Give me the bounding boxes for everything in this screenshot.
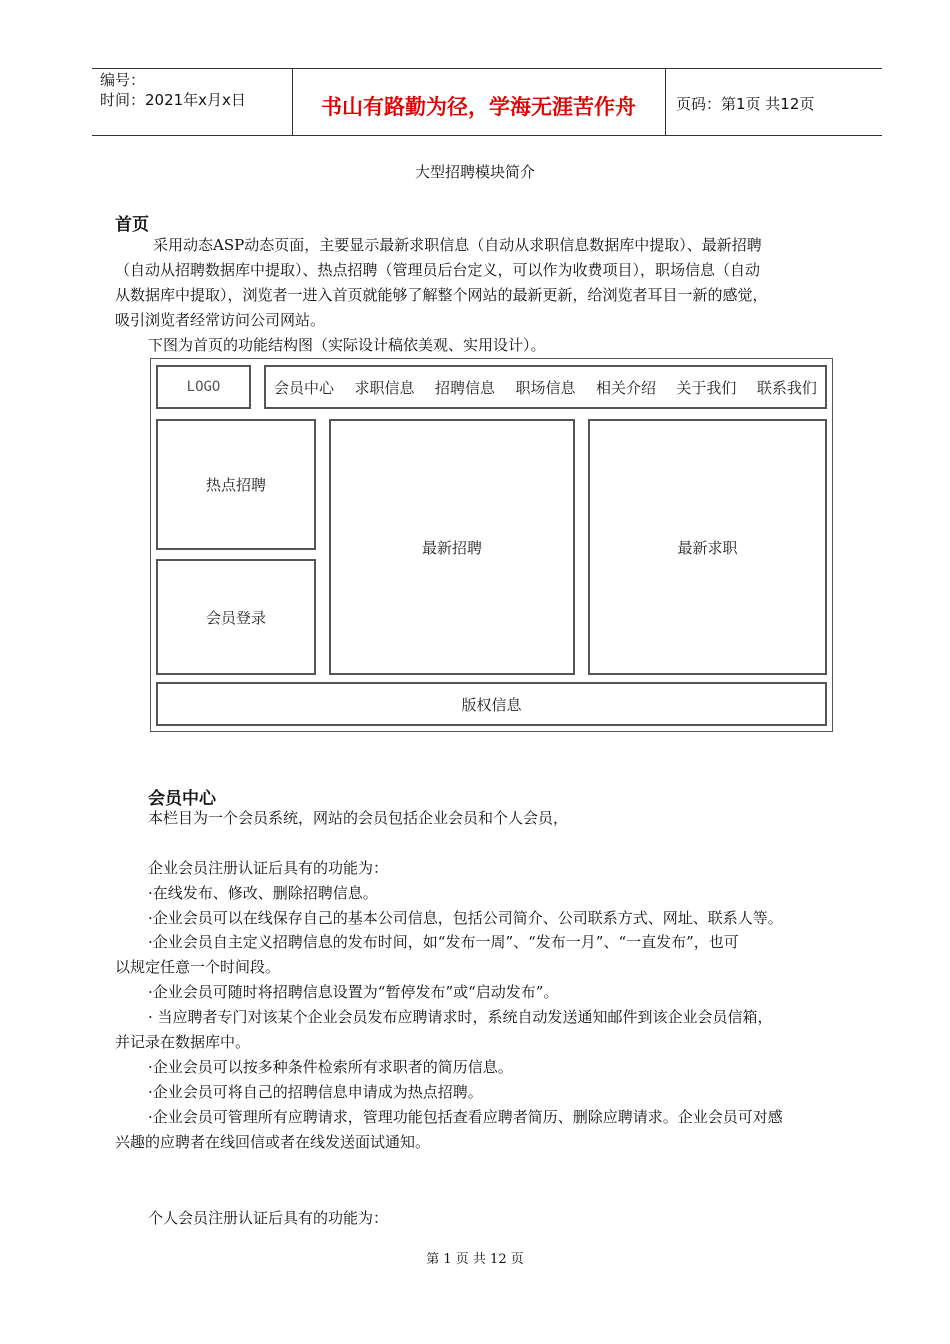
latest-jobs-box: 最新招聘 (329, 419, 575, 675)
member-center-intro: 本栏目为一个会员系统，网站的会员包括企业会员和个人会员， (148, 809, 569, 827)
nav-bar (274, 365, 817, 409)
latest-seekers-box: 最新求职 (588, 419, 827, 675)
feature-line: ·企业会员自主定义招聘信息的发布时间，如“发布一周”、“发布一月”、“一直发布”，也可 (148, 933, 739, 951)
hot-jobs-box: 热点招聘 (156, 419, 316, 550)
feature-line: ·企业会员可管理所有应聘请求，管理功能包括查看应聘者简历、删除应聘请求。企业会员可对感 (148, 1108, 783, 1126)
copyright-box: 版权信息 (156, 682, 827, 726)
homepage-para-line: 采用动态ASP动态页面，主要显示最新求职信息（自动从求职信息数据库中提取）、最新招聘 (153, 236, 762, 254)
nav-item: 求职信息 (354, 378, 415, 397)
document-title: 大型招聘模块简介 (414, 163, 535, 181)
nav-item: 招聘信息 (434, 378, 495, 397)
logo-box: LOGO (156, 365, 251, 409)
enterprise-title: 企业会员注册认证后具有的功能为： (148, 859, 389, 877)
motto-text: 书山有路勤为径，学海无涯苦作舟 (321, 95, 636, 119)
feature-line: · 当应聘者专门对该某个企业会员发布应聘请求时，系统自动发送通知邮件到该企业会员信箱， (148, 1008, 773, 1026)
feature-line: 兴趣的应聘者在线回信或者在线发送面试通知。 (115, 1133, 431, 1151)
feature-line: 并记录在数据库中。 (115, 1033, 251, 1051)
homepage-para-line: 从数据库中提取），浏览者一进入首页就能够了解整个网站的最新更新，给浏览者耳目一新的感觉， (115, 286, 768, 304)
time-label: 时间：2021年x月x日 (100, 91, 246, 109)
homepage-heading: 首页 (115, 215, 149, 235)
feature-line: ·企业会员可随时将招聘信息设置为“暂停发布”或“启动发布”。 (148, 983, 559, 1001)
nav-item: 相关介绍 (595, 378, 656, 397)
feature-line: ·企业会员可将自己的招聘信息申请成为热点招聘。 (148, 1083, 483, 1101)
nav-item: 职场信息 (515, 378, 576, 397)
diagram-caption: 下图为首页的功能结构图（实际设计稿依美观、实用设计）。 (148, 336, 546, 354)
feature-line: 以规定任意一个时间段。 (115, 958, 281, 976)
nav-item: 会员中心 (274, 378, 335, 397)
number-label: 编号： (100, 71, 146, 89)
header-bottom-border (92, 135, 882, 136)
feature-line: ·企业会员可以在线保存自己的基本公司信息，包括公司简介、公司联系方式、网址、联系人等。 (148, 909, 783, 927)
personal-title: 个人会员注册认证后具有的功能为： (148, 1209, 389, 1227)
homepage-para-line: 吸引浏览者经常访问公司网站。 (115, 311, 326, 329)
header-top-border (92, 68, 882, 69)
member-center-heading: 会员中心 (148, 789, 216, 809)
member-login-box: 会员登录 (156, 559, 316, 675)
feature-line: ·企业会员可以按多种条件检索所有求职者的简历信息。 (148, 1058, 513, 1076)
nav-item: 联系我们 (756, 378, 817, 397)
homepage-para-line: （自动从招聘数据库中提取）、热点招聘（管理员后台定义，可以作为收费项目），职场信息（自动 (115, 261, 761, 279)
page-footer: 第 1 页 共 12 页 (426, 1252, 524, 1267)
header-divider-right (665, 68, 666, 135)
feature-line: ·在线发布、修改、删除招聘信息。 (148, 884, 378, 902)
nav-item: 关于我们 (676, 378, 737, 397)
page-label: 页码：第1页 共12页 (676, 95, 815, 113)
